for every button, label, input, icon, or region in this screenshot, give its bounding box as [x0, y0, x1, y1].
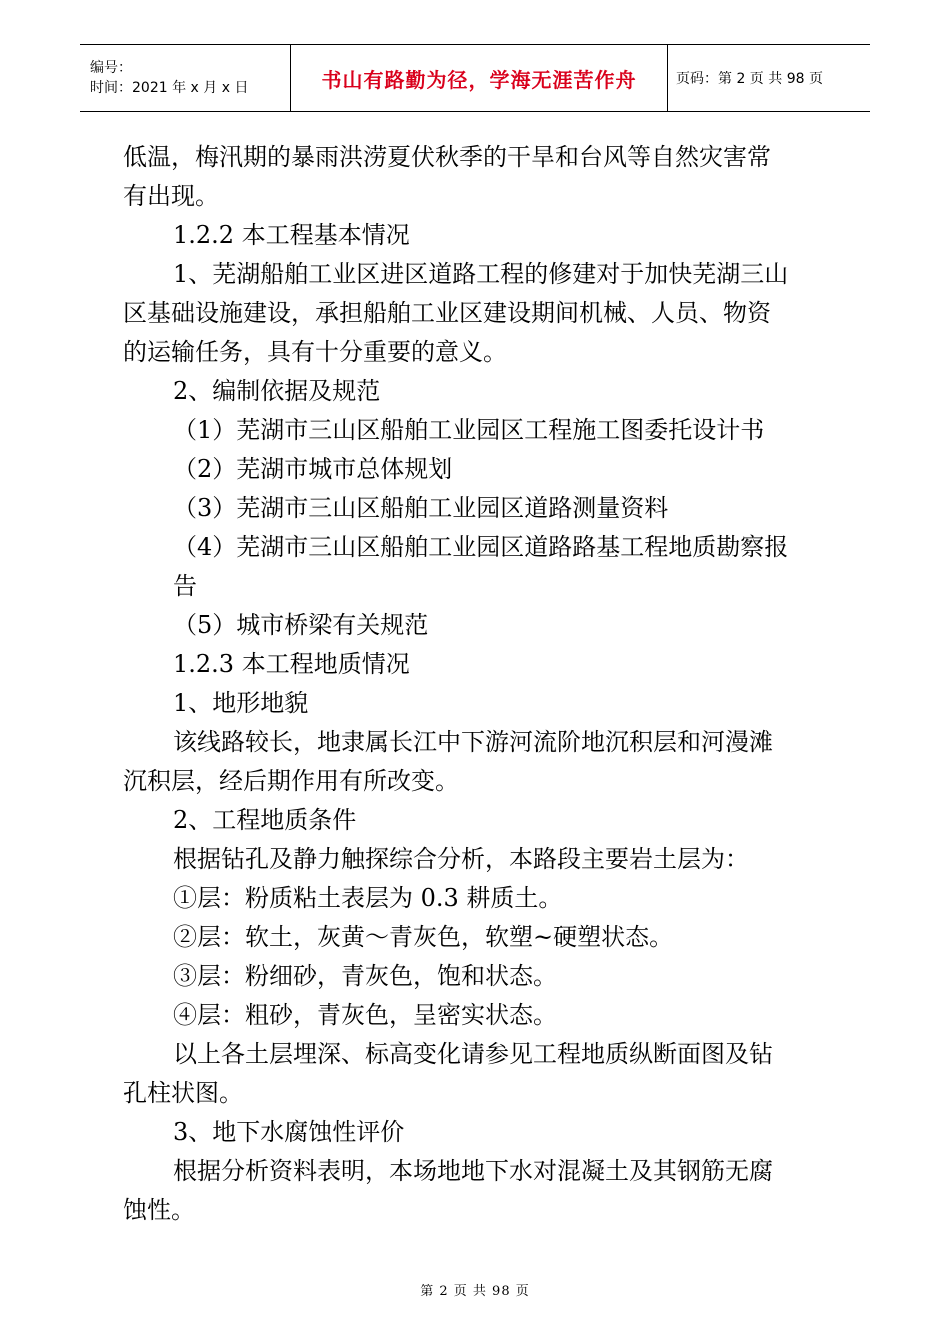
body-text-line: 有出现。 [123, 182, 219, 210]
header-page-info: 页码：第 2 页 共 98 页 [668, 45, 871, 112]
body-text-line: 1、芜湖船舶工业区进区道路工程的修建对于加快芜湖三山 [173, 260, 789, 288]
body-text-line: 的运输任务，具有十分重要的意义。 [123, 338, 507, 366]
body-text-line: 以上各土层埋深、标高变化请参见工程地质纵断面图及钻 [173, 1040, 773, 1068]
body-text-line: 1、地形地貌 [173, 689, 309, 717]
body-text-line: （5）城市桥梁有关规范 [173, 611, 429, 639]
body-text-line: 沉积层，经后期作用有所改变。 [123, 767, 459, 795]
document-number-label: 编号： [90, 60, 132, 76]
header-motto: 书山有路勤为径，学海无涯苦作舟 [291, 45, 668, 112]
body-text-line: 低温，梅汛期的暴雨洪涝夏伏秋季的干旱和台风等自然灾害常 [123, 143, 771, 171]
body-text-line: 根据分析资料表明，本场地地下水对混凝土及其钢筋无腐 [173, 1157, 773, 1185]
page-footer: 第 2 页 共 98 页 [420, 1284, 530, 1299]
body-text-line: ①层：粉质粘土表层为 0.3 耕质土。 [173, 884, 563, 912]
body-text-line: （2）芜湖市城市总体规划 [173, 455, 453, 483]
body-text-line: （4）芜湖市三山区船舶工业园区道路路基工程地质勘察报 [173, 533, 789, 561]
body-text-line: ③层：粉细砂，青灰色，饱和状态。 [173, 962, 557, 990]
body-text-line: 1.2.3 本工程地质情况 [173, 650, 410, 678]
body-text-line: 2、编制依据及规范 [173, 377, 381, 405]
document-time-label: 时间：2021 年 x 月 x 日 [90, 80, 249, 96]
body-text-line: 1.2.2 本工程基本情况 [173, 221, 410, 249]
body-text-line: 孔柱状图。 [123, 1079, 243, 1107]
header-meta [80, 45, 291, 112]
body-text-line: 根据钻孔及静力触探综合分析，本路段主要岩土层为： [173, 845, 749, 873]
body-text-line: （1）芜湖市三山区船舶工业园区工程施工图委托设计书 [173, 416, 765, 444]
body-text-line: ④层：粗砂，青灰色，呈密实状态。 [173, 1001, 557, 1029]
body-text-line: 告 [173, 572, 197, 600]
document-body [123, 138, 823, 1230]
body-text-line: 该线路较长，地隶属长江中下游河流阶地沉积层和河漫滩 [173, 728, 773, 756]
body-text-line: ②层：软土，灰黄～青灰色，软塑~硬塑状态。 [173, 923, 674, 951]
body-text-line: （3）芜湖市三山区船舶工业园区道路测量资料 [173, 494, 669, 522]
body-text-line: 3、地下水腐蚀性评价 [173, 1118, 405, 1146]
body-text-line: 蚀性。 [123, 1196, 195, 1224]
body-text-line: 区基础设施建设，承担船舶工业区建设期间机械、人员、物资 [123, 299, 771, 327]
page-header [80, 44, 870, 112]
body-text-line: 2、工程地质条件 [173, 806, 357, 834]
